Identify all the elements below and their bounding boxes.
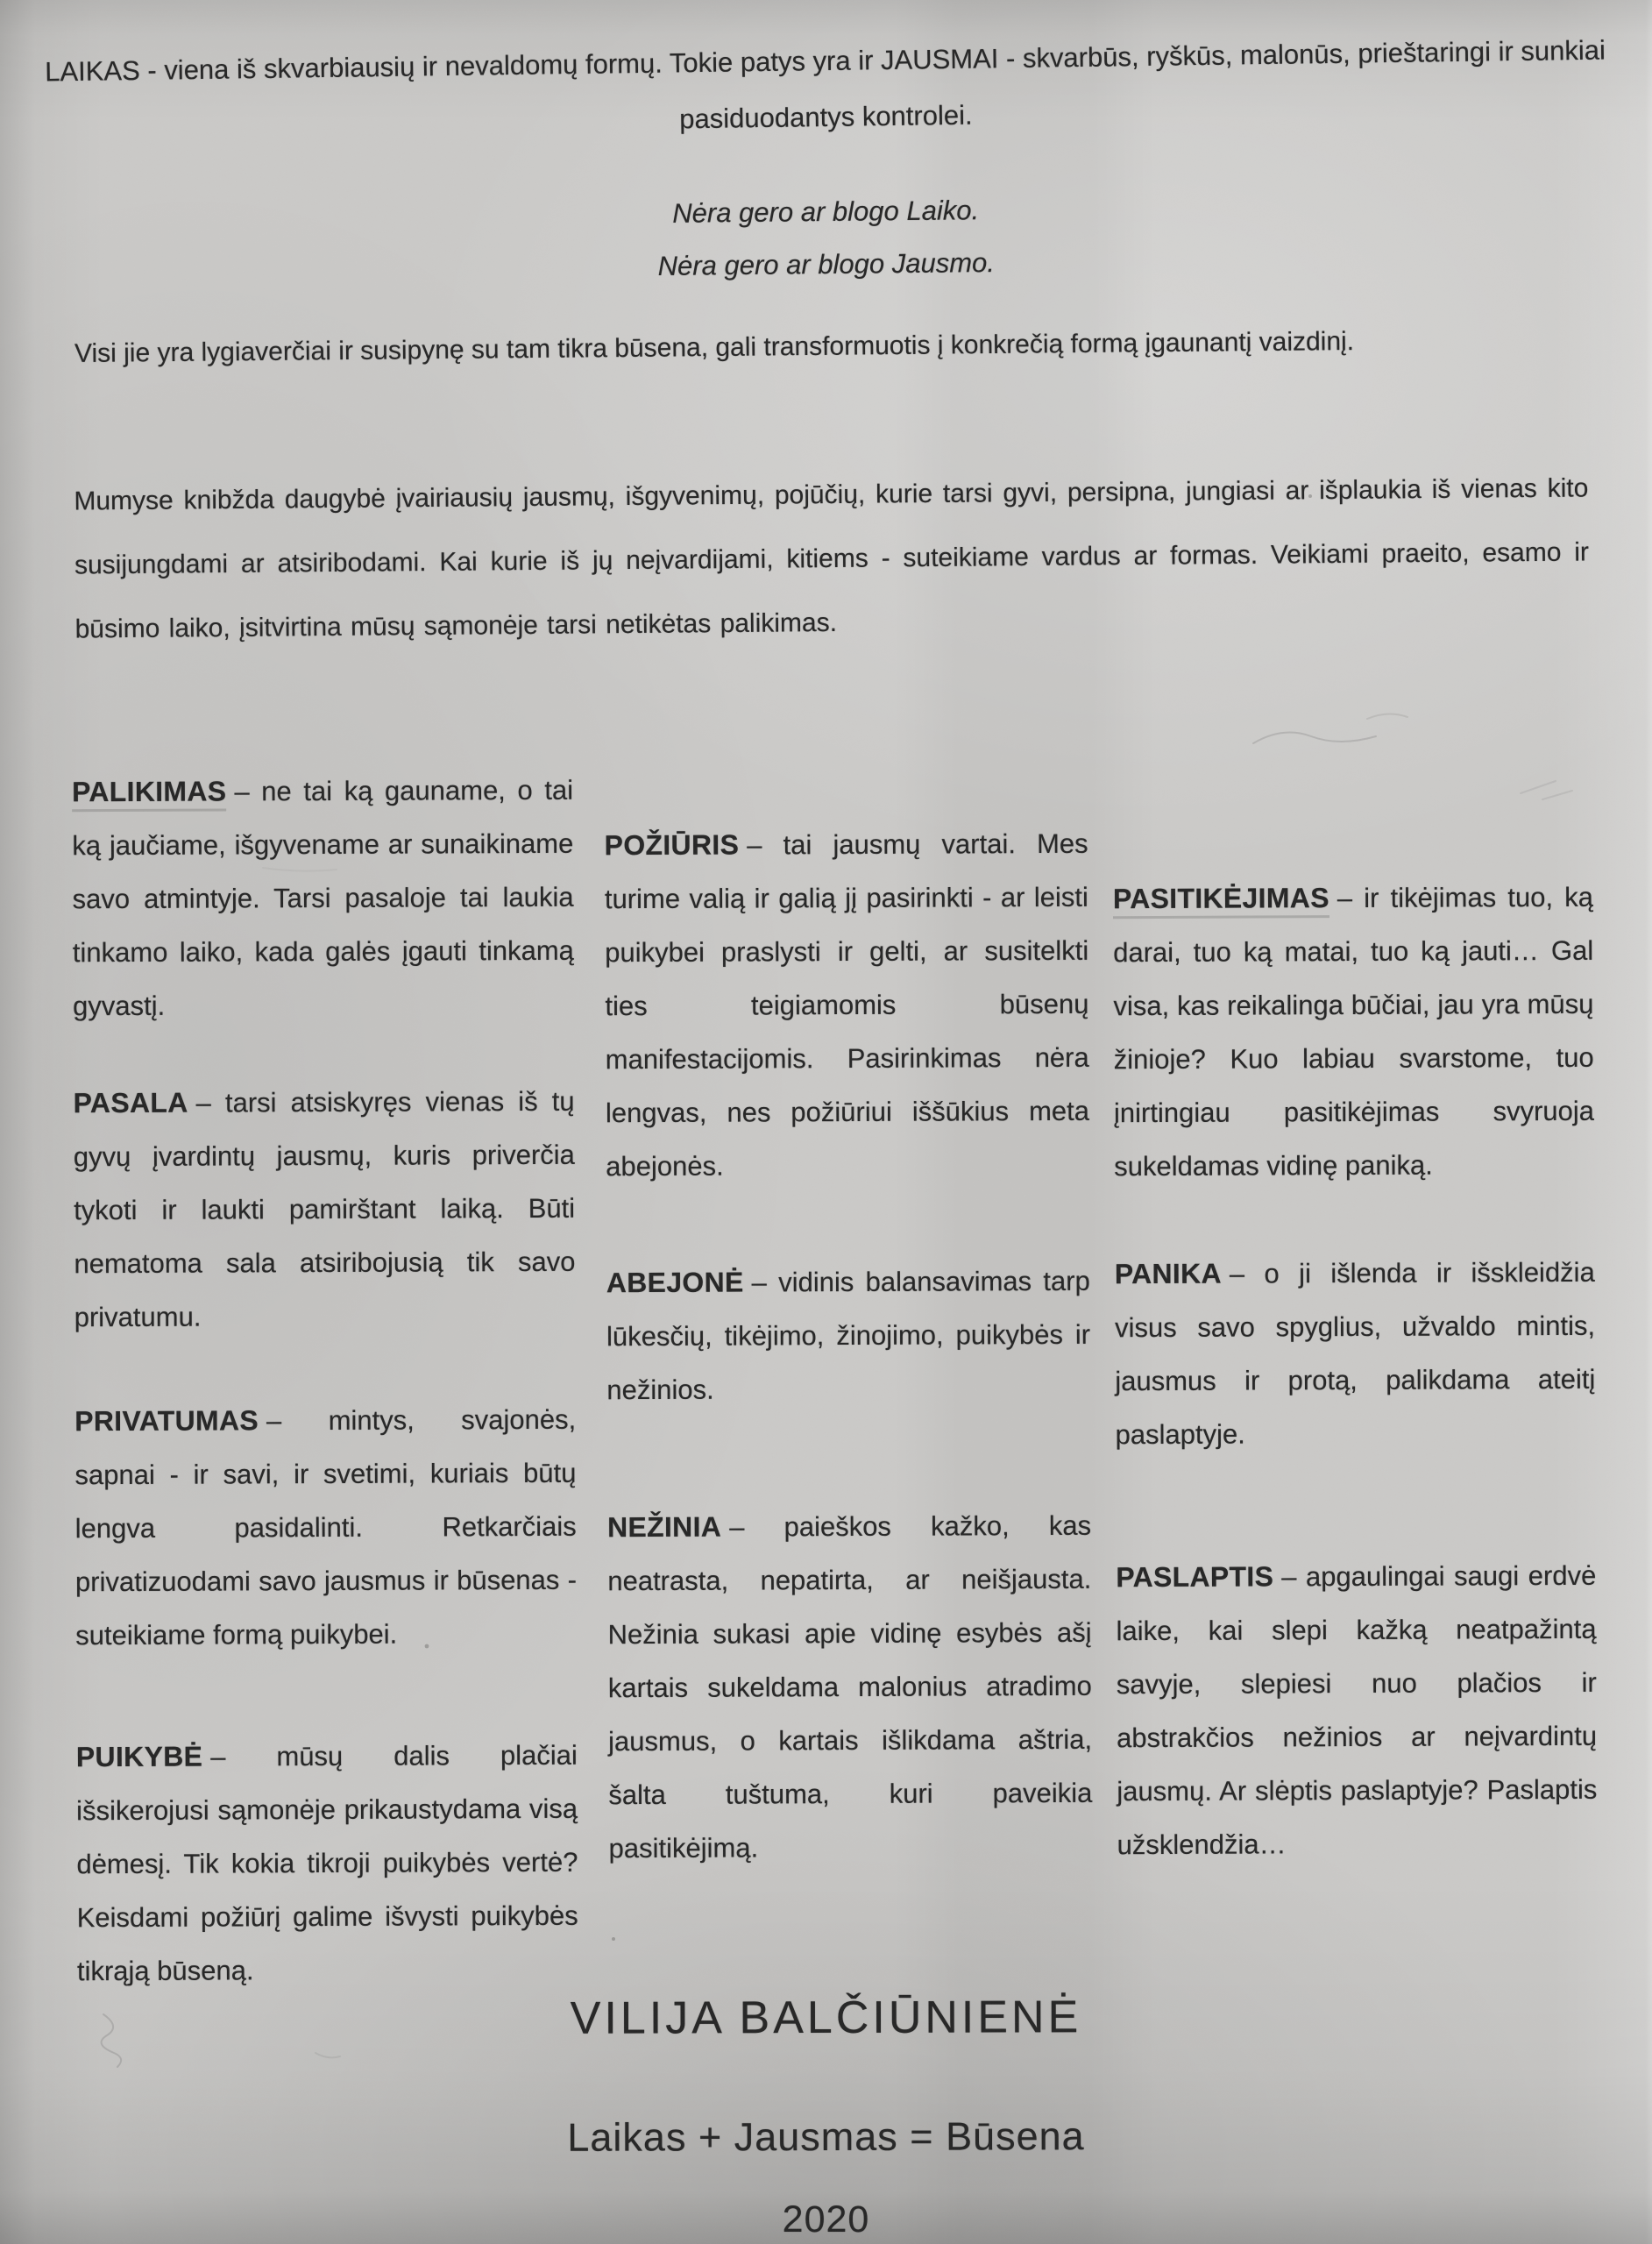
- term-pasitikejimas: PASITIKĖJIMAS: [1113, 882, 1329, 919]
- quote-line-1: Nėra gero ar blogo Laiko.: [672, 195, 980, 229]
- column-3: [1112, 763, 1598, 1871]
- entry-nezinia: [607, 1499, 1093, 1875]
- quote-line-2: Nėra gero ar blogo Jausmo.: [657, 246, 996, 282]
- entry-panika: [1115, 1246, 1596, 1461]
- entry-pasitikejimas: [1113, 870, 1595, 1193]
- entry-privatumas: [74, 1393, 577, 1662]
- term-poziuris: POŽIŪRIS: [604, 828, 740, 862]
- author-name: VILIJA BALČIŪNIENĖ: [570, 1992, 1082, 2044]
- body-paragraph-equivalence: Visi jie yra lygiaverčiai ir susipynę su tam tikra būsena, gali transformuotis į konkrečią formą įgaunantį vaizdinį.: [74, 326, 1355, 369]
- artwork-title: Laikas + Jausmas = Būsena: [567, 2113, 1085, 2160]
- definition-paslaptis: – apgaulingai saugi erdvė laike, kai slepi kažką neatpažintą savyje, slepiesi nuo plačios ir abstrakčios nežinios ar neįvardintų jausmų. Ar slėptis paslaptyje? Paslaptis užsklendžia…: [1116, 1559, 1598, 1861]
- definition-puikybe: – mūsų dalis plačiai išsikerojusi sąmonėje prikaustydama visą dėmesį. Tik kokia tikroji puikybės vertė? Keisdami požiūrį galime išvysti puikybės tikrąją būseną.: [76, 1739, 578, 1987]
- entry-pasala: [73, 1075, 575, 1344]
- term-panika: PANIKA: [1114, 1257, 1222, 1290]
- term-puikybe: PUIKYBĖ: [75, 1740, 203, 1773]
- definition-palikimas: – ne tai ką gauname, o tai ką jaučiame, išgyvename ar sunaikiname savo atmintyje. Tarsi pasaloje tai laukia tinkamo laiko, kada galės įgauti tinkamą gyvastį.: [72, 774, 574, 1022]
- term-pasala: PASALA: [73, 1086, 188, 1119]
- definition-panika: – o ji išlenda ir išskleidžia visus savo spyglius, užvaldo mintis, jausmus ir protą, palikdama ateitį paslaptyje.: [1114, 1256, 1596, 1451]
- definition-abejone: – vidinis balansavimas tarp lūkesčių, tikėjimo, žinojimo, puikybės ir nežinios.: [606, 1265, 1091, 1406]
- entry-abejone: [606, 1254, 1091, 1417]
- entry-poziuris: [605, 817, 1090, 1193]
- intro-paragraph: LAIKAS - viena iš skvarbiausių ir nevaldomų formų. Tokie patys yra ir JAUSMAI - skvarbūs, ryškūs, malonūs, prieštaringi ir sunkiai pasiduodantys kontrolei.: [44, 34, 1606, 135]
- definition-nezinia: – paieškos kažko, kas neatrasta, nepatirta, ar neišjausta. Nežinia sukasi apie vidinę esybės ašį kartais sukeldama malonius atradimo jausmus, o kartais išlikdama aštria, šalta tuštuma, kuri paveikia pasitikėjimą.: [607, 1509, 1093, 1864]
- quote-block: [0, 177, 1652, 300]
- column-2: [604, 763, 1093, 1875]
- definition-poziuris: – tai jausmų vartai. Mes turime valią ir galią jį pasirinkti - ar leisti puikybei praslysti ir gelti, ar susitelkti ties teigiamomis būsenų manifestacijomis. Pasirinkimas nėra lengvas, nes požiūriui iššūkius meta abejonės.: [604, 827, 1090, 1182]
- definition-pasitikejimas: – ir tikėjimas tuo, ką darai, tuo ką matai, tuo ką jauti… Gal visa, kas reikalinga būčiai, jau yra mūsų žinioje? Kuo labiau svarstome, tuo įnirtingiau pasitikėjimas svyruoja sukeldamas vidinę paniką.: [1113, 881, 1595, 1182]
- artwork-year: 2020: [782, 2198, 870, 2240]
- body-paragraph-feelings: Mumyse knibžda daugybė įvairiausių jausmų, išgyvenimų, pojūčių, kurie tarsi gyvi, persipna, jungiasi ar išplaukia iš vienas kito susijungdami ar atsiribodami. Kai kurie iš jų neįvardijami, kitiems - suteikiame vardus ar formas. Veikiami praeito, esamo ir būsimo laiko, įsitvirtina mūsų sąmonėje tarsi netikėtas palikimas.: [74, 473, 1590, 644]
- entry-puikybe: [76, 1729, 578, 1998]
- definition-pasala: – tarsi atsiskyręs vienas iš tų gyvų įvardintų jausmų, kuris priverčia tykoti ir laukti pamirštant laiką. Būti nematoma sala atsiribojusią tik savo privatumu.: [73, 1085, 576, 1333]
- entry-paslaptis: [1116, 1549, 1598, 1871]
- definition-privatumas: – mintys, svajonės, sapnai - ir savi, ir svetimi, kuriais būtų lengva pasidalinti. Retkarčiais privatizuodami savo jausmus ir būsenas - suteikiame formą puikybei.: [74, 1403, 578, 1651]
- entry-palikimas: [72, 763, 574, 1033]
- term-abejone: ABEJONĖ: [606, 1266, 744, 1299]
- term-palikimas: PALIKIMAS: [72, 775, 227, 812]
- term-privatumas: PRIVATUMAS: [74, 1404, 259, 1438]
- term-nezinia: NEŽINIA: [606, 1510, 722, 1544]
- column-1: [72, 763, 578, 1998]
- term-paslaptis: PASLAPTIS: [1116, 1560, 1274, 1594]
